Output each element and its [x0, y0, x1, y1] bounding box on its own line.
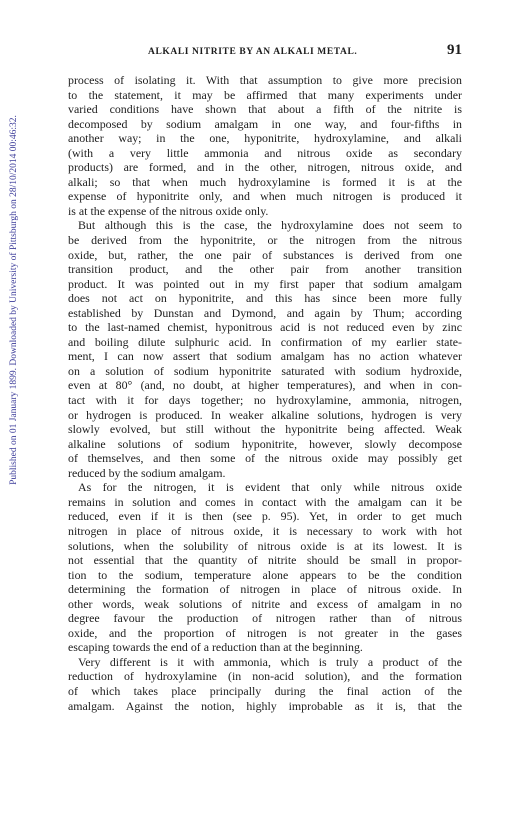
text-line: oxide, and the proportion of nitrogen is not greater in the gases: [68, 625, 462, 640]
text-line: established by Dunstan and Dymond, and again by Thum; according: [68, 305, 462, 320]
download-watermark: [6, 90, 22, 510]
text-line: solutions, when the solubility of nitrous oxide is at its lowest. It is: [68, 538, 462, 553]
text-line: is at the expense of the nitrous oxide only.: [68, 203, 269, 218]
text-line: products) are formed, and in the other, nitrogen, nitrous oxide, and: [68, 160, 462, 175]
text-line: nitrogen in place of nitrous oxide, it is necessary to work with hot: [68, 523, 462, 538]
text-line: another way; in the one, hyponitrite, hydroxylamine, and alkali: [68, 131, 462, 146]
text-line: degree favour the production of nitrogen rather than of nitrous: [68, 611, 462, 626]
running-title: ALKALI NITRITE BY AN ALKALI METAL.: [148, 47, 358, 57]
text-line: alkali; so that when much hydroxylamine is formed it is at the: [68, 174, 462, 189]
text-line: varied conditions have shown that about a fifth of the nitrite is: [68, 102, 462, 117]
text-line: As for the nitrogen, it is evident that only while nitrous oxide: [78, 480, 462, 495]
text-line: product. It was pointed out in my first paper that sodium amalgam: [68, 276, 462, 291]
text-line: But although this is the case, the hydroxylamine does not seem to: [78, 218, 462, 233]
text-line: reduced by the sodium amalgam.: [68, 465, 226, 480]
text-line: process of isolating it. With that assumption to give more precision: [68, 73, 462, 87]
text-line: not essential that the quantity of nitrite should be small in propor-: [68, 553, 462, 568]
text-line: of which takes place principally during the final action of the: [68, 683, 462, 698]
text-line: tact with it for days together; no hydroxylamine, ammonia, nitrogen,: [68, 393, 462, 408]
text-line: to the statement, it may be affirmed that many experiments under: [68, 87, 462, 102]
text-line: does not act on hyponitrite, and this has since been more fully: [68, 291, 462, 306]
text-line: reduction of hydroxylamine (in non-acid solution), and the formation: [68, 669, 462, 684]
text-line: ment, I can now assert that sodium amalgam has no action whatever: [68, 349, 462, 364]
text-line: be derived from the hyponitrite, or the nitrogen from the nitrous: [68, 233, 462, 248]
text-line: of themselves, and then some of the nitrous oxide may possibly get: [68, 451, 462, 466]
page-number: 91: [447, 42, 462, 58]
text-line: slowly evolved, but still without the hyponitrite being affected. Weak: [68, 422, 462, 437]
text-line: on a solution of sodium hyponitrite saturated with sodium hydroxide,: [68, 363, 462, 378]
text-line: Very different is it with ammonia, which is truly a product of the: [78, 654, 462, 669]
text-line: other words, weak solutions of nitrite and excess of amalgam in no: [68, 596, 462, 611]
text-line: to the last-named chemist, hyponitrous acid is not reduced even by zinc: [68, 320, 462, 335]
text-line: and boiling dilute sulphuric acid. In confirmation of my earlier state-: [68, 334, 462, 349]
text-line: (with a very little ammonia and nitrous oxide as secondary: [68, 145, 462, 160]
text-line: remains in solution and comes in contact with the amalgam can it be: [68, 494, 462, 509]
text-line: determining the formation of nitrogen in place of nitrous oxide. In: [68, 582, 462, 597]
body-text: [68, 73, 462, 713]
text-line: oxide, but, rather, the one pair of substances is derived from one: [68, 247, 462, 262]
text-line: expense of hyponitrite only, and when much nitrogen is produced it: [68, 189, 462, 204]
text-line: tion to the sodium, temperature alone appears to be the condition: [68, 567, 462, 582]
download-watermark-text: Published on 01 January 1899. Downloaded by University of Pittsburgh on 28/10/2014 00:46:32.: [9, 115, 19, 485]
text-line: amalgam. Against the notion, highly improbable as it is, that the: [68, 698, 462, 713]
text-line: decomposed by sodium amalgam in one way, and four-fifths in: [68, 116, 462, 131]
text-line: even at 80° (and, no doubt, at higher temperatures), and when in con-: [68, 378, 462, 393]
running-header: [68, 42, 462, 62]
text-line: transition product, and the other pair from another transition: [68, 262, 462, 277]
text-line: or hydrogen is produced. In weaker alkaline solutions, hydrogen is very: [68, 407, 462, 422]
text-line: escaping towards the end of a reduction than at the beginning.: [68, 640, 363, 655]
text-line: reduced, even if it is then (see p. 95). Yet, in order to get much: [68, 509, 462, 524]
text-line: alkaline solutions of sodium hyponitrite, however, slowly decompose: [68, 436, 462, 451]
